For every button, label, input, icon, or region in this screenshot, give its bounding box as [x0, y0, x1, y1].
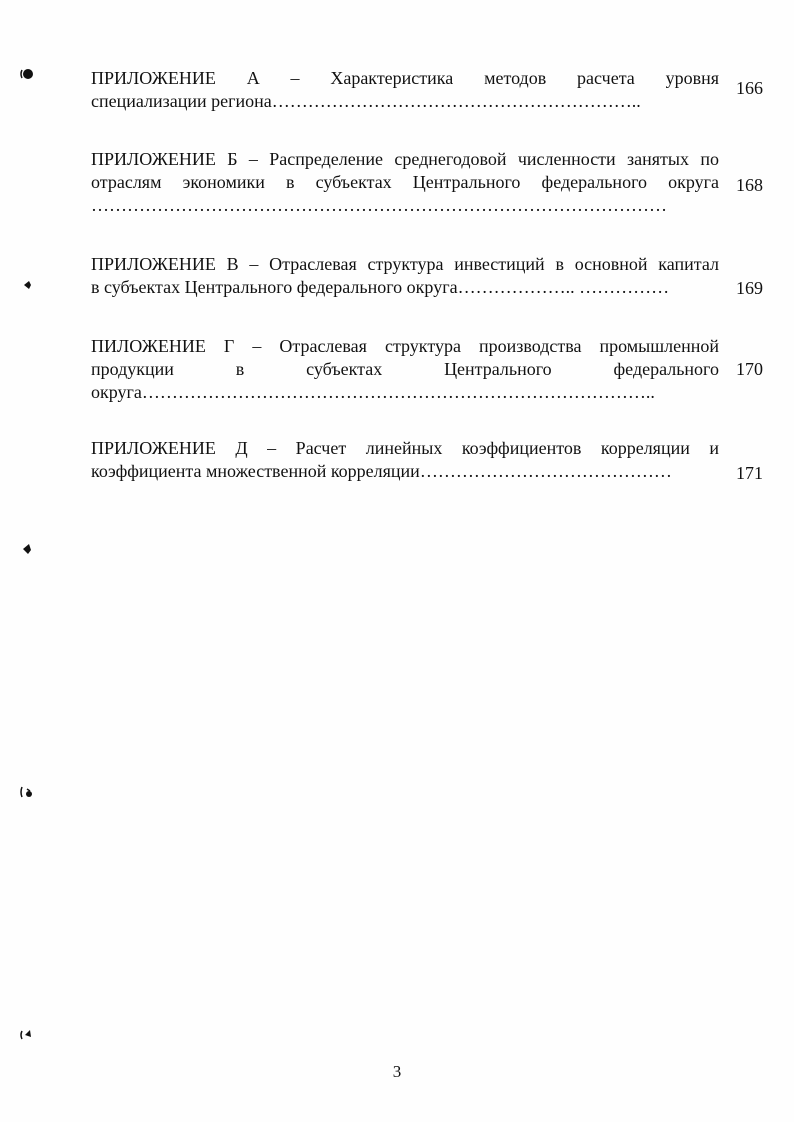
punch-hole-mark-icon — [20, 278, 34, 292]
punch-hole-mark-icon — [20, 67, 34, 81]
toc-entry-g[interactable] — [91, 335, 719, 404]
toc-entry-b-page: 168 — [736, 175, 763, 195]
toc-entry-a-line-1: ПРИЛОЖЕНИЕ А – Характеристика методов расчета уровня — [91, 68, 719, 88]
toc-entry-d[interactable] — [91, 437, 719, 483]
toc-entry-v-page: 169 — [736, 278, 763, 298]
toc-entry-b-line-1: ПРИЛОЖЕНИЕ Б – Распределение среднегодовой численности занятых по — [91, 149, 719, 169]
toc-entry-g-line-2: продукции в субъектах Центрального федерального — [91, 359, 719, 379]
toc-entry-b-line-2: отраслям экономики в субъектах Центрального федерального округа — [91, 172, 719, 192]
punch-hole-mark-icon — [20, 785, 34, 799]
toc-entry-d-line-1: ПРИЛОЖЕНИЕ Д – Расчет линейных коэффициентов корреляции и — [91, 438, 719, 458]
toc-entry-a-line-2: специализации региона…………………………………………………….. — [91, 91, 641, 111]
toc-entry-v-line-1: ПРИЛОЖЕНИЕ В – Отраслевая структура инвестиций в основной капитал — [91, 254, 719, 274]
toc-entry-b-line-3: …………………………………………………………………………………… — [91, 195, 667, 215]
toc-entry-d-page: 171 — [736, 463, 763, 483]
toc-entry-g-page: 170 — [736, 359, 763, 379]
toc-entry-d-line-2: коэффициента множественной корреляции…………………………………… — [91, 461, 672, 481]
punch-hole-mark-icon — [20, 1027, 34, 1041]
footer-page-number: 3 — [392, 1062, 402, 1081]
toc-entry-g-line-1: ПИЛОЖЕНИЕ Г – Отраслевая структура производства промышленной — [91, 336, 719, 356]
toc-entry-v-line-2: в субъектах Центрального федерального округа……………….. …………… — [91, 277, 670, 297]
punch-hole-mark-icon — [20, 542, 34, 556]
toc-entry-b[interactable] — [91, 148, 719, 217]
toc-entry-a[interactable] — [91, 67, 719, 113]
toc-entry-a-page: 166 — [736, 78, 763, 98]
toc-entry-g-line-3: округа………………………………………………………………………….. — [91, 382, 655, 402]
toc-entry-v[interactable] — [91, 253, 719, 299]
